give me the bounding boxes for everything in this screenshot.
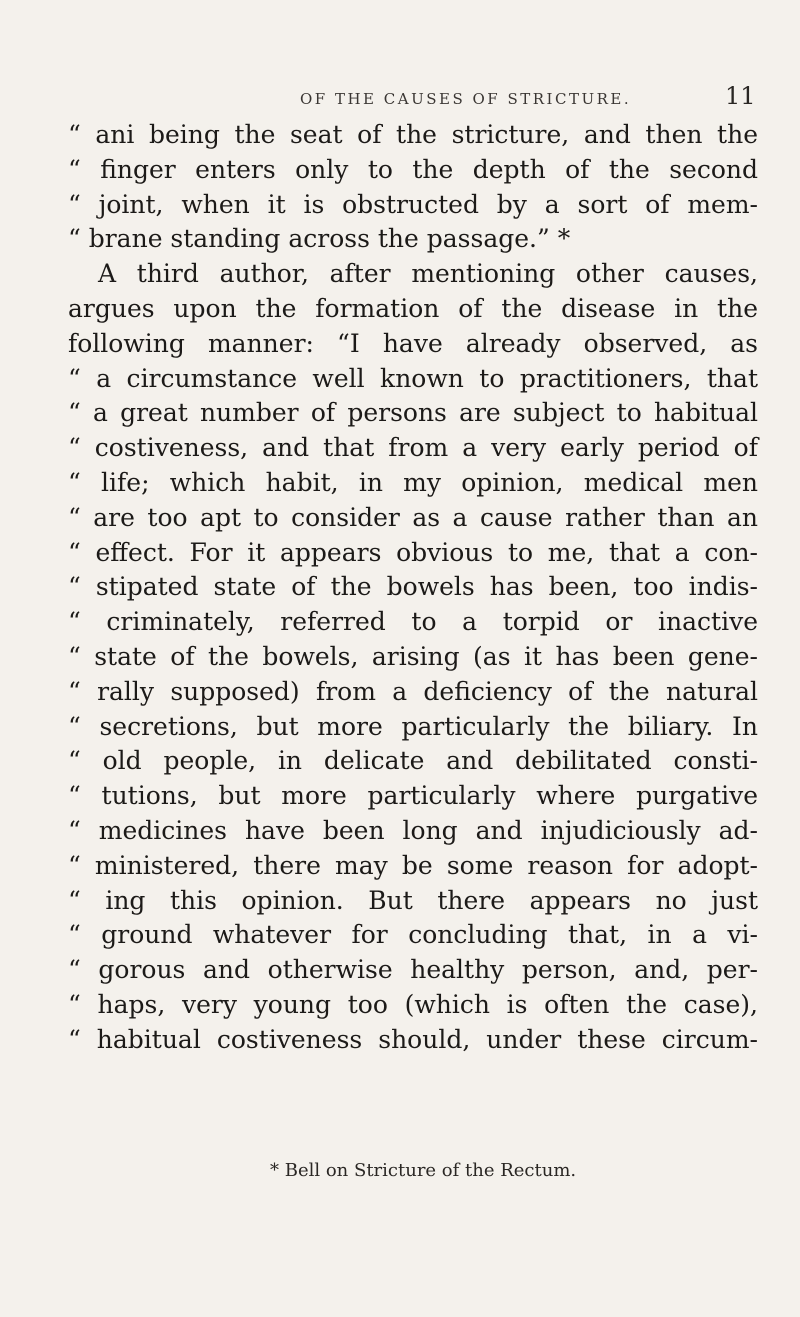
text-line: “ haps, very young too (which is often the case), bbox=[68, 989, 758, 1019]
text-line: A third author, after mentioning other causes, bbox=[98, 259, 758, 289]
running-title: OF THE CAUSES OF STRICTURE. bbox=[300, 90, 632, 108]
text-line: “ a great number of persons are subject to habitual bbox=[68, 398, 758, 428]
text-line: “ criminately, referred to a torpid or inactive bbox=[68, 607, 758, 637]
text-line: following manner: “I have already observed, as bbox=[68, 328, 758, 358]
text-line: “ rally supposed) from a deficiency of the natural bbox=[68, 676, 758, 706]
text-line: “ old people, in delicate and debilitated consti- bbox=[68, 746, 758, 776]
text-line: argues upon the formation of the disease in the bbox=[68, 293, 758, 323]
text-line: “ life; which habit, in my opinion, medical men bbox=[68, 467, 758, 497]
text-line: “ effect. For it appears obvious to me, that a con- bbox=[68, 537, 758, 567]
text-line: “ secretions, but more particularly the biliary. In bbox=[68, 711, 758, 741]
text-line: “ are too apt to consider as a cause rather than an bbox=[68, 502, 758, 532]
text-line: “ a circumstance well known to practitioners, that bbox=[68, 363, 758, 393]
text-line: “ ani being the seat of the stricture, and then the bbox=[68, 120, 758, 149]
text-line: “ state of the bowels, arising (as it has been gene- bbox=[68, 641, 758, 671]
text-line: “ medicines have been long and injudiciously ad- bbox=[68, 815, 758, 845]
body-text bbox=[68, 118, 758, 1058]
text-line: “ finger enters only to the depth of the second bbox=[68, 154, 758, 184]
text-line: “ ing this opinion. But there appears no just bbox=[68, 885, 758, 915]
text-line: “ stipated state of the bowels has been, too indis- bbox=[68, 572, 758, 602]
text-line: “ tutions, but more particularly where purgative bbox=[68, 781, 758, 811]
text-line: “ ministered, there may be some reason for adopt- bbox=[68, 850, 758, 880]
text-line: “ habitual costiveness should, under these circum- bbox=[68, 1024, 758, 1054]
text-line: “ ground whatever for concluding that, in a vi- bbox=[68, 920, 758, 950]
text-line: “ joint, when it is obstructed by a sort of mem- bbox=[68, 189, 758, 219]
text-line: “ brane standing across the passage.” * bbox=[68, 224, 571, 254]
page-number: 11 bbox=[725, 82, 756, 110]
text-line: “ gorous and otherwise healthy person, and, per- bbox=[68, 955, 758, 985]
text-line: “ costiveness, and that from a very early period of bbox=[68, 433, 758, 463]
footnote: * Bell on Stricture of the Rectum. bbox=[270, 1160, 577, 1181]
